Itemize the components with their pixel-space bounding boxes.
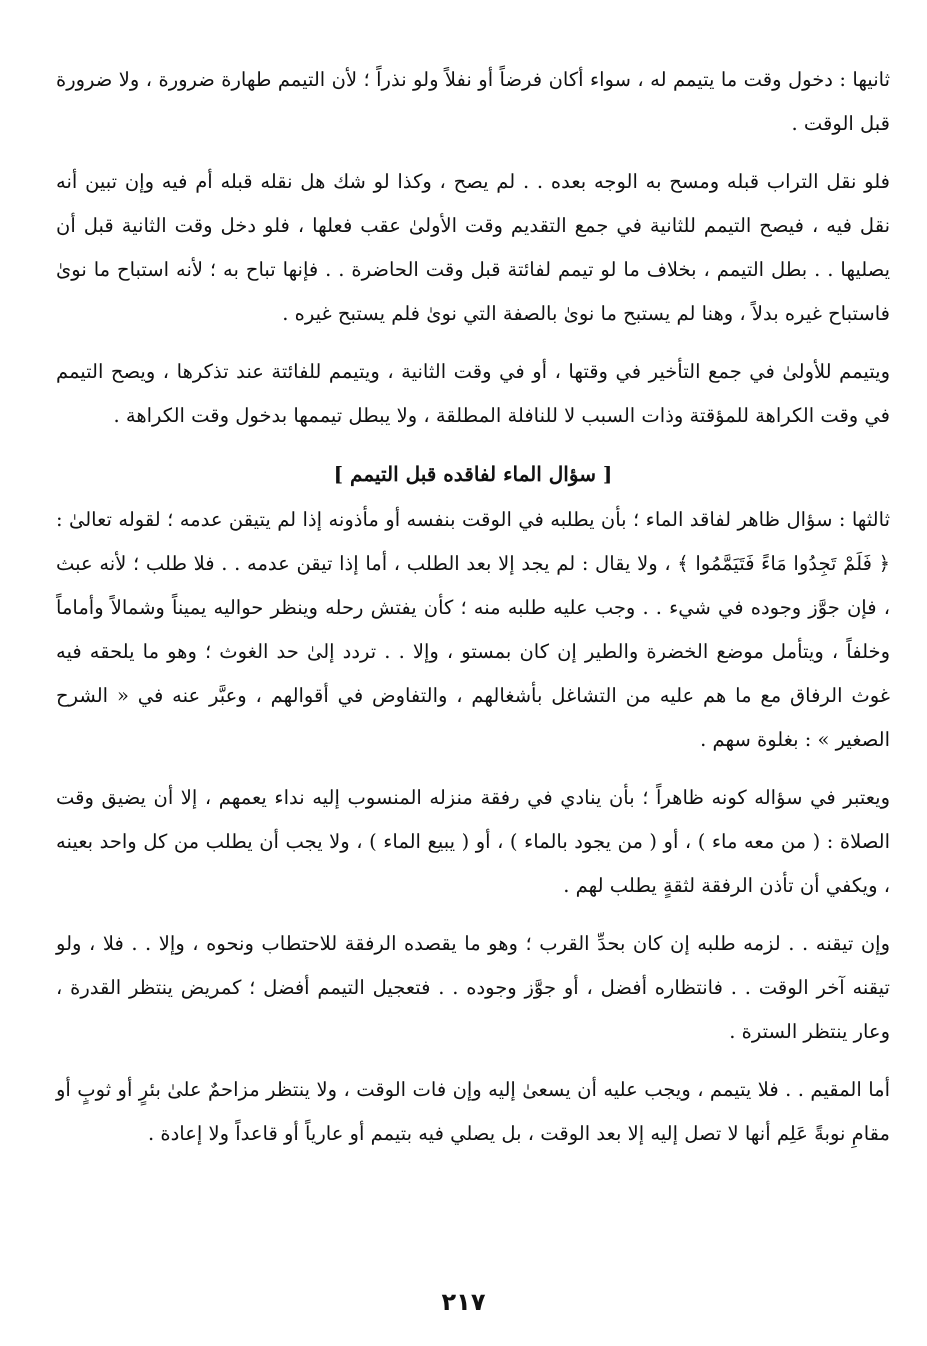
paragraph-entry-time: ثانيها : دخول وقت ما يتيمم له ، سواء أكان فرضاً أو نفلاً ولو نذراً ؛ لأن التيمم طهارة ضرورة ، ولا ضرورة قبل الوقت . xyxy=(56,68,890,135)
paragraph-seeking-water: ثالثها : سؤال ظاهر لفاقد الماء ؛ بأن يطلبه في الوقت بنفسه أو مأذونه إذا لم يتيقن عدمه ؛ لقوله تعالىٰ : ﴿ فَلَمْ تَجِدُوا مَاءً فَتَيَمَّمُوا ﴾ ، ولا يقال : لم يجد إلا بعد الطلب ، أما إذا تيقن عدمه . . فلا طلب ؛ لأنه عبث ، فإن جوَّز وجوده في شيء . . وجب عليه طلبه منه ؛ كأن يفتش رحله وينظر حواليه يميناً وشمالاً وأماماً وخلفاً ، ويتأمل موضع الخضرة والطير إن كان بمستو ، وإلا . . تردد إلىٰ حد الغوث ؛ وهو ما يلحقه فيه غوث الرفاق مع ما هم عليه من التشاغل بأشغالهم ، والتفاوض في أقوالهم ، وعبَّر عنه في « الشرح الصغير » : بغلوة سهم . xyxy=(56,508,890,751)
page-number: ٢١٧ xyxy=(441,1288,486,1316)
paragraph-calling-out: ويعتبر في سؤاله كونه ظاهراً ؛ بأن ينادي في رفقة منزله المنسوب إليه نداء يعمهم ، إلا أن يضيق وقت الصلاة : ( من معه ماء ) ، أو ( من يجود بالماء ) ، أو ( يبيع الماء ) ، ولا يجب أن يطلب من كل واحد بعينه ، ويكفي أن تأذن الرفقة لثقةٍ يطلب لهم . xyxy=(56,786,890,897)
paragraph-certainty: وإن تيقنه . . لزمه طلبه إن كان بحدِّ القرب ؛ وهو ما يقصده الرفقة للاحتطاب ونحوه ، وإلا . . فلا ، ولو تيقنه آخر الوقت . . فانتظاره أفضل ، أو جوَّز وجوده . . فتعجيل التيمم أفضل ؛ كمريض ينتظر القدرة ، وعار ينتظر السترة . xyxy=(56,932,890,1043)
paragraph-transfer-soil: فلو نقل التراب قبله ومسح به الوجه بعده . . لم يصح ، وكذا لو شك هل نقله قبله أم فيه وإن تبين أنه نقل فيه ، فيصح التيمم للثانية في جمع التقديم وقت الأولىٰ عقب فعلها ، فلو دخل وقت الثانية قبل أن يصليها . . بطل التيمم ، بخلاف ما لو تيمم لفائتة قبل وقت الحاضرة . . فإنها تباح به ؛ لأنه استباح ما نوىٰ فاستباح غيره بدلاً ، وهنا لم يستبح ما نوىٰ بالصفة التي نوىٰ فلم يستبح غيره . xyxy=(56,170,890,325)
paragraph-resident: أما المقيم . . فلا يتيمم ، ويجب عليه أن يسعىٰ إليه وإن فات الوقت ، ولا ينتظر مزاحمٌ علىٰ بئرٍ أو ثوبٍ أو مقامِ نوبةً عَلِم أنها لا تصل إليه إلا بعد الوقت ، بل يصلي فيه بتيمم أو عارياً أو قاعداً ولا إعادة . xyxy=(56,1078,890,1145)
section-heading: [ سؤال الماء لفاقده قبل التيمم ] xyxy=(333,462,613,486)
paragraph-delayed-combining: ويتيمم للأولىٰ في جمع التأخير في وقتها ، أو في وقت الثانية ، ويتيمم للفائتة عند تذكرها ، ويصح التيمم في وقت الكراهة للمؤقتة وذات السبب لا للنافلة المطلقة ، ولا يبطل تيممها بدخول وقت الكراهة . xyxy=(56,360,890,427)
page-body xyxy=(56,58,890,1156)
